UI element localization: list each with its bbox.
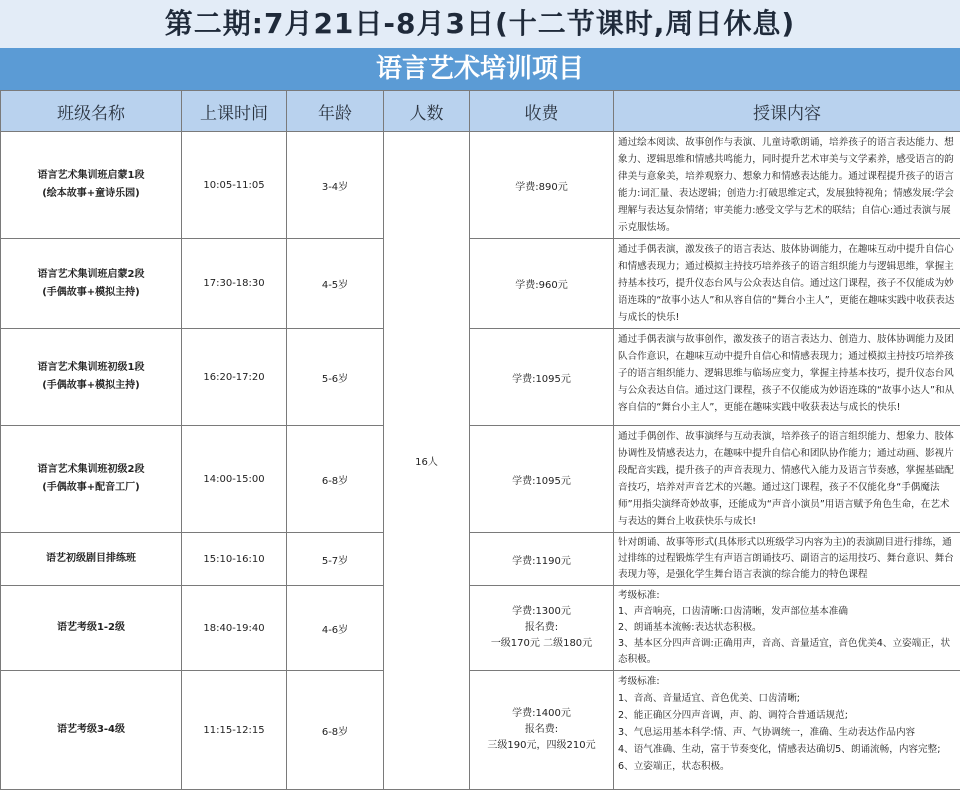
fee-line: 学费:1095元: [470, 472, 613, 487]
fee-cell: [470, 132, 614, 239]
age-cell: 5-7岁: [287, 533, 384, 586]
fee-line: 学费:960元: [470, 276, 613, 291]
header-fee: 收费: [470, 91, 614, 132]
table-row: [1, 533, 960, 586]
page-subtitle: 语言艺术培训项目: [0, 48, 960, 90]
fee-cell: [470, 671, 614, 790]
age-cell: 6-8岁: [287, 671, 384, 790]
time-cell: 11:15-12:15: [182, 671, 287, 790]
table-row: [1, 671, 960, 790]
class-name-cell: [1, 132, 182, 239]
fee-line: 报名费:: [470, 620, 613, 636]
age-cell: 4-6岁: [287, 586, 384, 671]
class-subname: (手偶故事+配音工厂): [1, 479, 181, 497]
fee-cell: [470, 533, 614, 586]
table-row: [1, 426, 960, 533]
header-time: 上课时间: [182, 91, 287, 132]
table-row: [1, 239, 960, 329]
table-row: [1, 586, 960, 671]
class-name: 语艺初级剧目排练班: [1, 550, 181, 568]
age-cell: 4-5岁: [287, 239, 384, 329]
class-name: 语言艺术集训班启蒙1段: [1, 167, 181, 185]
fee-line: 三级190元，四级210元: [470, 738, 613, 754]
time-cell: 16:20-17:20: [182, 329, 287, 426]
class-name: 语艺考级1-2级: [1, 619, 181, 637]
fee-line: 报名费:: [470, 722, 613, 738]
class-subname: (手偶故事+模拟主持): [1, 284, 181, 302]
fee-cell: [470, 586, 614, 671]
time-cell: 14:00-15:00: [182, 426, 287, 533]
class-name-cell: [1, 329, 182, 426]
class-name-cell: [1, 671, 182, 790]
content-cell: 考级标准: 1、声音响亮，口齿清晰:口齿清晰，发声部位基本准确 2、朗诵基本流畅:表达状态积极。 3、基本区分四声音调:正确用声，音高、音量适宜，音色优美4、立姿端正，状态积极。: [614, 586, 960, 671]
age-cell: 5-6岁: [287, 329, 384, 426]
content-cell: 通过手偶表演与故事创作，激发孩子的语言表达力、创造力、肢体协调能力及团队合作意识，在趣味互动中提升自信心和情感表现力；通过模拟主持技巧培养孩子的语言组织能力、逻辑思维与临场应变力，掌握主持基本技巧，提升仪态台风与公众表达自信。通过这门课程，孩子不仅能成为妙语连珠的“故事小达人”和从容自信的“舞台小主人”，更能在趣味实践中收获表达与成长的快乐!: [614, 329, 960, 426]
header-count: 人数: [384, 91, 470, 132]
fee-line: 一级170元 二级180元: [470, 636, 613, 652]
content-cell: 通过绘本阅读、故事创作与表演、儿童诗歌朗诵，培养孩子的语言表达能力、想象力、逻辑思维和情感共鸣能力，同时提升艺术审美与文学素养，感受语言的韵律美与意象美，培养观察力、想象力和情感表达能力。通过课程提升孩子的语言能力:词汇量、表达逻辑；创造力:打破思维定式，发展独特视角；情感发展:学会理解与表达复杂情绪；审美能力:感受文学与艺术的联结；自信心:通过表演与展示克服怯场。: [614, 132, 960, 239]
schedule-table: [0, 90, 960, 790]
fee-line: 学费:1095元: [470, 370, 613, 385]
time-cell: 17:30-18:30: [182, 239, 287, 329]
class-name-cell: [1, 426, 182, 533]
class-subname: (绘本故事+童诗乐园): [1, 185, 181, 203]
table-row: [1, 329, 960, 426]
class-name-cell: [1, 239, 182, 329]
class-name-cell: [1, 533, 182, 586]
header-class-name: 班级名称: [1, 91, 182, 132]
time-cell: 10:05-11:05: [182, 132, 287, 239]
class-name: 语艺考级3-4级: [1, 721, 181, 739]
content-cell: 考级标准: 1、音高、音量适宜、音色优美、口齿清晰; 2、能正确区分四声音调，声、韵、调符合普通话规范; 3、气息运用基本科学:情、声、气协调统一，准确、生动表达作品内容 4、语气准确、生动，富于节奏变化，情感表达确切5、朗诵流畅，内容完整; 6、立姿端正，状态积极。: [614, 671, 960, 790]
table-row: [1, 132, 960, 239]
page-title: 第二期:7月21日-8月3日(十二节课时,周日休息): [0, 0, 960, 48]
fee-line: 学费:1190元: [470, 552, 613, 567]
class-name: 语言艺术集训班启蒙2段: [1, 266, 181, 284]
class-name: 语言艺术集训班初级2段: [1, 461, 181, 479]
age-cell: 3-4岁: [287, 132, 384, 239]
time-cell: 15:10-16:10: [182, 533, 287, 586]
class-name: 语言艺术集训班初级1段: [1, 359, 181, 377]
age-cell: 6-8岁: [287, 426, 384, 533]
fee-cell: [470, 426, 614, 533]
class-subname: (手偶故事+模拟主持): [1, 377, 181, 395]
fee-cell: [470, 239, 614, 329]
fee-line: 学费:890元: [470, 178, 613, 193]
header-age: 年龄: [287, 91, 384, 132]
time-cell: 18:40-19:40: [182, 586, 287, 671]
content-cell: 通过手偶表演，激发孩子的语言表达、肢体协调能力，在趣味互动中提升自信心和情感表现力；通过模拟主持技巧培养孩子的语言组织能力与逻辑思维，掌握主持基本技巧，提升仪态台风与公众表达自信。通过这门课程，孩子不仅能成为妙语连珠的“故事小达人”和从容自信的“舞台小主人”，更能在趣味实践中收获表达与成长的快乐!: [614, 239, 960, 329]
fee-line: 学费:1400元: [470, 706, 613, 722]
content-cell: 通过手偶创作、故事演绎与互动表演，培养孩子的语言组织能力、想象力、肢体协调性及情感表达力，在趣味中提升自信心和团队协作能力；通过动画、影视片段配音实践，提升孩子的声音表现力、情感代入能力及语言节奏感，掌握基础配音技巧，培养对声音艺术的兴趣。通过这门课程，孩子不仅能化身“手偶魔法师”用指尖演绎奇妙故事，还能成为“声音小演员”用语言赋予角色生命，在艺术与表达的舞台上收获快乐与成长!: [614, 426, 960, 533]
fee-line: 学费:1300元: [470, 604, 613, 620]
header-content: 授课内容: [614, 91, 960, 132]
class-name-cell: [1, 586, 182, 671]
header-row: [1, 91, 960, 132]
fee-cell: [470, 329, 614, 426]
content-cell: 针对朗诵、故事等形式(具体形式以班级学习内容为主)的表演剧目进行排练，通过排练的过程锻炼学生有声语言朗诵技巧、副语言的运用技巧、舞台意识、舞台表现力等，是强化学生舞台语言表演的综合能力的特色课程: [614, 533, 960, 586]
count-cell: 16人: [384, 132, 470, 790]
